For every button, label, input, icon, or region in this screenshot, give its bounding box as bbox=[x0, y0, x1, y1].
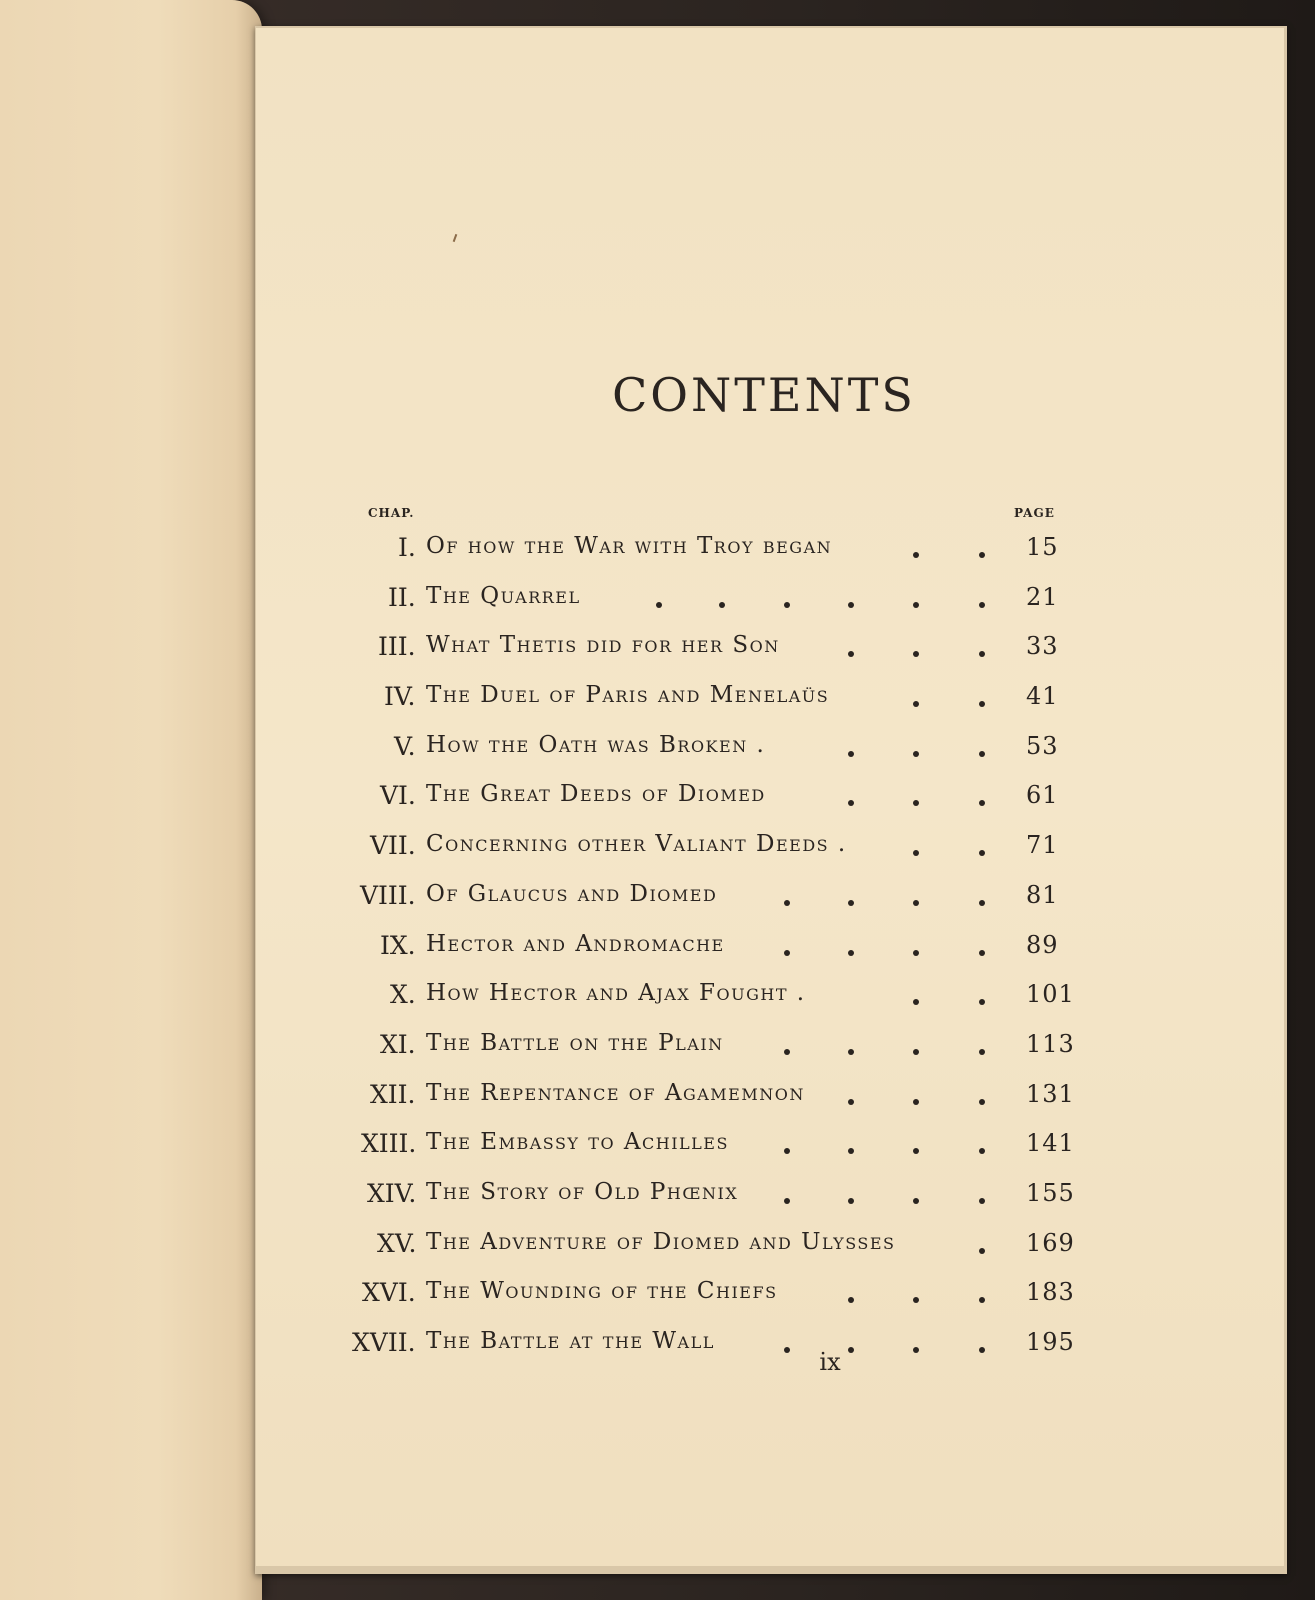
page-column-header: PAGE bbox=[1014, 506, 1055, 520]
toc-row bbox=[256, 632, 1284, 682]
leader-dot bbox=[979, 1148, 985, 1154]
dot-leader bbox=[256, 1080, 996, 1110]
chapter-page-number: 169 bbox=[1026, 1228, 1075, 1257]
chapter-title: The Story of Old Phœnix bbox=[426, 1178, 739, 1205]
leader-dot bbox=[913, 1099, 919, 1105]
chapter-title: The Battle on the Plain bbox=[426, 1029, 724, 1056]
leader-dot bbox=[848, 950, 854, 956]
chapter-page-number: 53 bbox=[1026, 731, 1059, 760]
leader-dot bbox=[913, 800, 919, 806]
chapter-page-number: 131 bbox=[1026, 1079, 1075, 1108]
chapter-title: Hector and Andromache bbox=[426, 930, 725, 957]
dot-leader bbox=[256, 881, 996, 911]
chapter-number: XII. bbox=[370, 1079, 416, 1109]
chapter-page-number: 33 bbox=[1026, 632, 1059, 661]
leader-dot bbox=[913, 999, 919, 1005]
toc-row bbox=[256, 980, 1284, 1030]
chapter-title: The Embassy to Achilles bbox=[426, 1129, 729, 1156]
chapter-page-number: 195 bbox=[1026, 1328, 1075, 1356]
chapter-number: XVI. bbox=[362, 1278, 416, 1308]
toc-row bbox=[256, 1179, 1284, 1229]
leader-dot bbox=[784, 950, 790, 956]
leader-dot bbox=[979, 602, 985, 608]
dot-leader bbox=[256, 931, 996, 961]
chapter-title: How Hector and Ajax Fought . bbox=[426, 980, 806, 1007]
leader-dot bbox=[848, 900, 854, 906]
leader-dot bbox=[784, 1148, 790, 1154]
leader-dot bbox=[913, 751, 919, 757]
leader-dot bbox=[784, 602, 790, 608]
leader-dot bbox=[979, 552, 985, 558]
chapter-number: X. bbox=[390, 980, 416, 1010]
toc-row bbox=[256, 583, 1284, 633]
chapter-title: The Battle at the Wall bbox=[426, 1328, 715, 1354]
toc-row bbox=[256, 682, 1284, 732]
chapter-title: The Adventure of Diomed and Ulysses bbox=[426, 1228, 896, 1255]
leader-dot bbox=[979, 1099, 985, 1105]
dot-leader bbox=[256, 1229, 996, 1259]
leader-dot bbox=[848, 651, 854, 657]
chapter-title: What Thetis did for her Son bbox=[426, 632, 780, 659]
page-title: CONTENTS bbox=[612, 368, 916, 422]
leader-dot bbox=[979, 1297, 985, 1303]
chapter-title: The Wounding of the Chiefs bbox=[426, 1278, 778, 1305]
chapter-title: The Great Deeds of Diomed bbox=[426, 781, 766, 808]
chapter-number: XIV. bbox=[367, 1178, 417, 1208]
leader-dot bbox=[979, 999, 985, 1005]
toc-row bbox=[256, 533, 1284, 583]
dot-leader bbox=[256, 980, 996, 1010]
chapter-number: IX. bbox=[380, 930, 416, 960]
table-of-contents bbox=[256, 533, 1284, 1378]
leader-dot bbox=[979, 800, 985, 806]
leader-dot bbox=[848, 751, 854, 757]
chapter-page-number: 155 bbox=[1026, 1178, 1075, 1207]
dot-leader bbox=[256, 831, 996, 861]
dot-leader bbox=[256, 533, 996, 563]
toc-row bbox=[256, 881, 1284, 931]
leader-dot bbox=[913, 602, 919, 608]
chapter-title: Of how the War with Troy began bbox=[426, 533, 833, 559]
leader-dot bbox=[913, 1148, 919, 1154]
leader-dot bbox=[979, 850, 985, 856]
leader-dot bbox=[979, 900, 985, 906]
toc-row bbox=[256, 781, 1284, 831]
chapter-title: The Quarrel bbox=[426, 582, 581, 609]
chapter-page-number: 101 bbox=[1026, 980, 1075, 1009]
leader-dot bbox=[913, 651, 919, 657]
dot-leader bbox=[256, 1030, 996, 1060]
leader-dot bbox=[848, 1099, 854, 1105]
leader-dot bbox=[979, 1248, 985, 1254]
chapter-number: VIII. bbox=[360, 880, 416, 910]
leader-dot bbox=[979, 651, 985, 657]
chapter-number: II. bbox=[388, 582, 416, 612]
chapter-page-number: 15 bbox=[1026, 533, 1059, 561]
leader-dot bbox=[784, 1198, 790, 1204]
chapter-page-number: 113 bbox=[1026, 1029, 1075, 1058]
leader-dot bbox=[979, 701, 985, 707]
leader-dot bbox=[848, 1049, 854, 1055]
dot-leader bbox=[256, 781, 996, 811]
leader-dot bbox=[848, 800, 854, 806]
leader-dot bbox=[913, 900, 919, 906]
leader-dot bbox=[848, 1297, 854, 1303]
dot-leader bbox=[256, 583, 996, 613]
chapter-page-number: 183 bbox=[1026, 1278, 1075, 1307]
leader-dot bbox=[979, 751, 985, 757]
chapter-page-number: 81 bbox=[1026, 880, 1059, 909]
leader-dot bbox=[979, 1049, 985, 1055]
toc-row bbox=[256, 1129, 1284, 1179]
dot-leader bbox=[256, 732, 996, 762]
leader-dot bbox=[784, 1049, 790, 1055]
toc-row bbox=[256, 831, 1284, 881]
chapter-title: The Repentance of Agamemnon bbox=[426, 1079, 805, 1106]
leader-dot bbox=[848, 1198, 854, 1204]
paper-speck bbox=[453, 234, 458, 242]
chapter-number: XVII. bbox=[352, 1328, 416, 1357]
chapter-page-number: 89 bbox=[1026, 930, 1059, 959]
leader-dot bbox=[913, 552, 919, 558]
chapter-title: The Duel of Paris and Menelaüs bbox=[426, 682, 830, 709]
chapter-number: V. bbox=[394, 731, 416, 761]
chapter-title: Of Glaucus and Diomed bbox=[426, 880, 718, 907]
leader-dot bbox=[913, 850, 919, 856]
chapter-page-number: 61 bbox=[1026, 781, 1059, 810]
dot-leader bbox=[256, 632, 996, 662]
leader-dot bbox=[913, 950, 919, 956]
chapter-number: XIII. bbox=[361, 1129, 417, 1159]
facing-blank-page bbox=[0, 0, 262, 1600]
leader-dot bbox=[913, 1049, 919, 1055]
chapter-number: VII. bbox=[370, 831, 416, 861]
leader-dot bbox=[913, 1297, 919, 1303]
chapter-title: Concerning other Valiant Deeds . bbox=[426, 831, 847, 858]
chapter-page-number: 21 bbox=[1026, 582, 1059, 611]
leader-dot bbox=[979, 950, 985, 956]
chapter-page-number: 141 bbox=[1026, 1129, 1075, 1158]
leader-dot bbox=[784, 900, 790, 906]
chap-column-header: CHAP. bbox=[368, 506, 415, 520]
dot-leader bbox=[256, 1129, 996, 1159]
dot-leader bbox=[256, 1278, 996, 1308]
chapter-number: I. bbox=[398, 533, 416, 562]
toc-row bbox=[256, 931, 1284, 981]
leader-dot bbox=[656, 602, 662, 608]
leader-dot bbox=[719, 602, 725, 608]
toc-row bbox=[256, 1030, 1284, 1080]
dot-leader bbox=[256, 1179, 996, 1209]
chapter-page-number: 41 bbox=[1026, 682, 1059, 711]
chapter-number: XI. bbox=[380, 1029, 416, 1059]
chapter-number: IV. bbox=[384, 682, 416, 712]
leader-dot bbox=[848, 602, 854, 608]
chapter-page-number: 71 bbox=[1026, 831, 1059, 860]
chapter-number: III. bbox=[378, 632, 416, 662]
chapter-number: VI. bbox=[380, 781, 416, 811]
leader-dot bbox=[979, 1198, 985, 1204]
chapter-title: How the Oath was Broken . bbox=[426, 731, 766, 758]
page-folio: ix bbox=[819, 1348, 841, 1376]
toc-row bbox=[256, 1080, 1284, 1130]
toc-row bbox=[256, 1278, 1284, 1328]
leader-dot bbox=[913, 1198, 919, 1204]
chapter-number: XV. bbox=[377, 1228, 417, 1258]
toc-row bbox=[256, 1229, 1284, 1279]
toc-row bbox=[256, 732, 1284, 782]
leader-dot bbox=[848, 1148, 854, 1154]
leader-dot bbox=[913, 701, 919, 707]
contents-page bbox=[256, 28, 1284, 1566]
dot-leader bbox=[256, 682, 996, 712]
